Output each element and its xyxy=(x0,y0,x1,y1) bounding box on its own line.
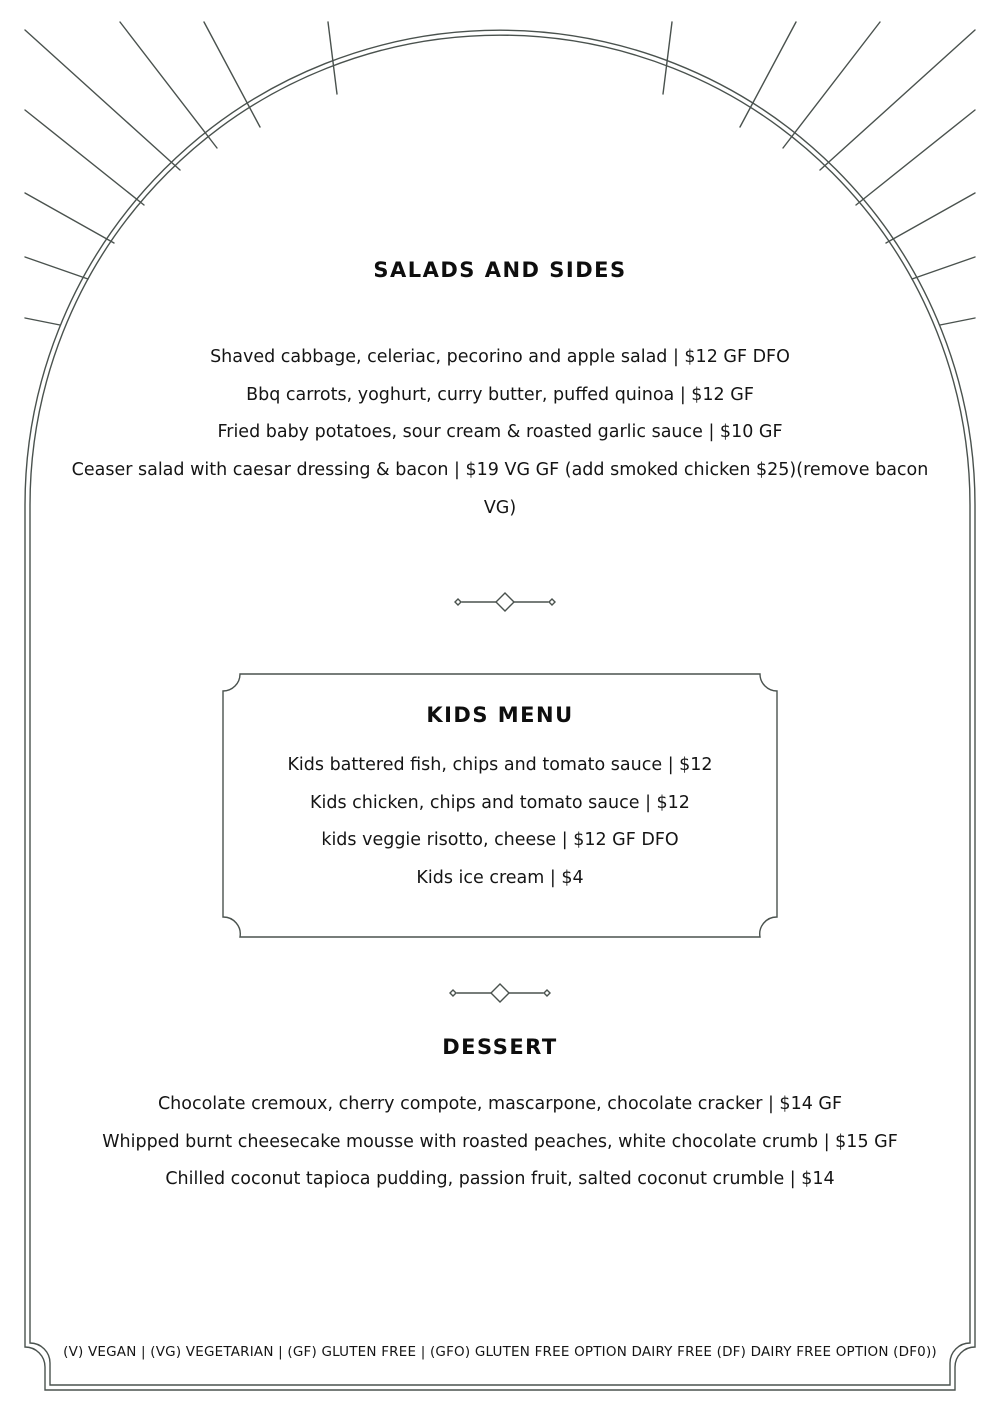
kids-heading: KIDS MENU xyxy=(426,703,574,727)
menu-item: Shaved cabbage, celeriac, pecorino and apple salad | $12 GF DFO xyxy=(210,347,790,367)
dessert-list xyxy=(60,1086,940,1199)
menu-item: Chilled coconut tapioca pudding, passion fruit, salted coconut crumble | $14 xyxy=(165,1169,835,1190)
dietary-legend: (V) VEGAN | (VG) VEGETARIAN | (GF) GLUTEN FREE | (GFO) GLUTEN FREE OPTION DAIRY FREE (DF) DAIRY FREE OPTION (DF0)) xyxy=(63,1344,937,1360)
divider-ornament xyxy=(450,984,550,1002)
kids-list xyxy=(60,747,940,898)
menu-item: Bbq carrots, yoghurt, curry butter, puffed quinoa | $12 GF xyxy=(246,384,754,405)
divider-ornament xyxy=(455,593,555,611)
dessert-heading: DESSERT xyxy=(442,1035,558,1059)
salads-heading: SALADS AND SIDES xyxy=(373,258,627,282)
menu-item: Kids battered fish, chips and tomato sauce | $12 xyxy=(287,755,713,775)
menu-item: Whipped burnt cheesecake mousse with roasted peaches, white chocolate crumb | $15 GF xyxy=(102,1131,898,1152)
menu-item: Fried baby potatoes, sour cream & roasted garlic sauce | $10 GF xyxy=(217,422,783,443)
menu-item: Ceaser salad with caesar dressing & bacon | $19 VG GF (add smoked chicken $25)(remove bacon VG) xyxy=(71,460,929,518)
menu-item: Kids chicken, chips and tomato sauce | $12 xyxy=(310,792,690,813)
menu-item: Kids ice cream | $4 xyxy=(416,868,584,889)
menu-item: Chocolate cremoux, cherry compote, mascarpone, chocolate cracker | $14 GF xyxy=(157,1094,843,1114)
salads-list xyxy=(70,339,930,528)
menu-item: kids veggie risotto, cheese | $12 GF DFO xyxy=(321,830,679,851)
